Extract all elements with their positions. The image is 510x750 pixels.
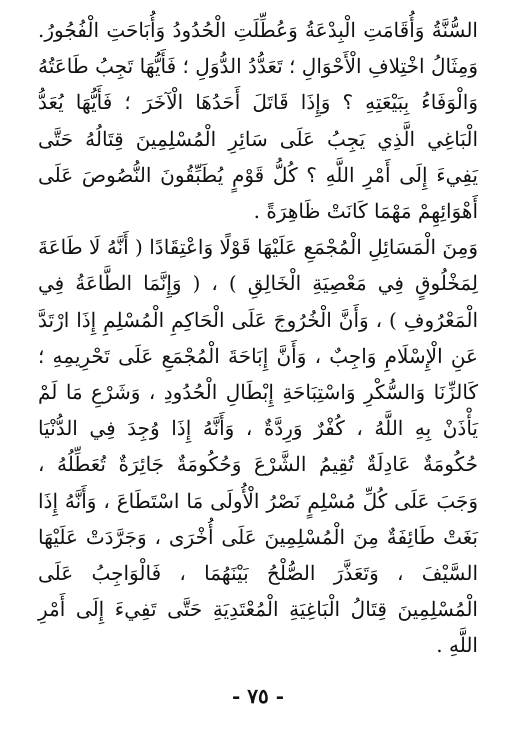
body-text — [38, 12, 478, 664]
paragraph-1: السُّنَّةُ وَأُقَامَتِ الْبِدْعَةُ وَعُطِّلَتِ الْحُدُودُ وَأُبَاحَتِ الْفُجُورُ. وَمِثَالُ اخْتِلافِ الْأَحْوَالِ ؛ تَعَدُّدُ الدُّوَلِ ؛ فَأَيُّهَا تَجِبُ طَاعَتُهُ وَالْوَفَاءُ بِبَيْعَتِهِ ؟ وَإِذَا قَاتَلَ أَحَدُهَا الْآخَرَ ؛ فَأَيُّهَا يُعَدُّ الْبَاغِي الَّذِي يَجِبُ عَلَى سَائِرِ الْمُسْلِمِينَ قِتَالُهُ حَتَّى يَفِيءَ إِلَى أَمْرِ اللَّهِ ؟ كُلُّ قَوْمٍ يُطَبِّقُونَ النُّصُوصَ عَلَى أَهْوَائِهِمْ مَهْمَا كَانَتْ ظَاهِرَةً . — [38, 18, 478, 224]
page-number: - ٧٥ - — [231, 684, 284, 708]
book-page — [38, 12, 478, 732]
paragraph-2: وَمِنَ الْمَسَائِلِ الْمُجْمَعِ عَلَيْهَا قَوْلًا وَاعْتِقَادًا ( أَنَّهُ لَا طَاعَةَ لِمَخْلُوقٍ فِي مَعْصِيَةِ الْخَالِقِ ) ، ( وَإِنَّمَا الطَّاعَةُ فِي الْمَعْرُوفِ ) ، وَأَنَّ الْخُرُوجَ عَلَى الْحَاكِمِ الْمُسْلِمِ إِذَا ارْتَدَّ عَنِ الْإِسْلَامِ وَاجِبٌ ، وَأَنَّ إِبَاحَةَ الْمُجْمَعِ عَلَى تَحْرِيمِهِ ؛ كَالزِّنَا وَالسُّكْرِ وَاسْتِبَاحَةِ إِبْطَالِ الْحُدُودِ ، وَشَرْعِ مَا لَمْ يَأْذَنْ بِهِ اللَّهُ ، كُفْرٌ وَرِدَّةٌ ، وَأَنَّهُ إِذَا وُجِدَ فِي الدُّنْيَا حُكُومَةٌ عَادِلَةٌ تُقِيمُ الشَّرْعَ وَحُكُومَةٌ جَائِرَةٌ تُعَطِّلُهُ ، وَجَبَ عَلَى كُلِّ مُسْلِمٍ نَصْرُ الْأُولَى مَا اسْتَطَاعَ ، وَأَنَّهُ إِذَا بَغَتْ طَائِفَةٌ مِنَ الْمُسْلِمِينَ عَلَى أُخْرَى ، وَجَرَّدَتْ عَلَيْهَا السَّيْفَ ، وَتَعَذَّرَ الصُّلْحُ بَيْنَهُمَا ، فَالْوَاجِبُ عَلَى الْمُسْلِمِينَ قِتَالُ الْبَاغِيَةِ الْمُعْتَدِيَةِ حَتَّى تَفِيءَ إِلَى أَمْرِ اللَّهِ . — [38, 235, 478, 658]
